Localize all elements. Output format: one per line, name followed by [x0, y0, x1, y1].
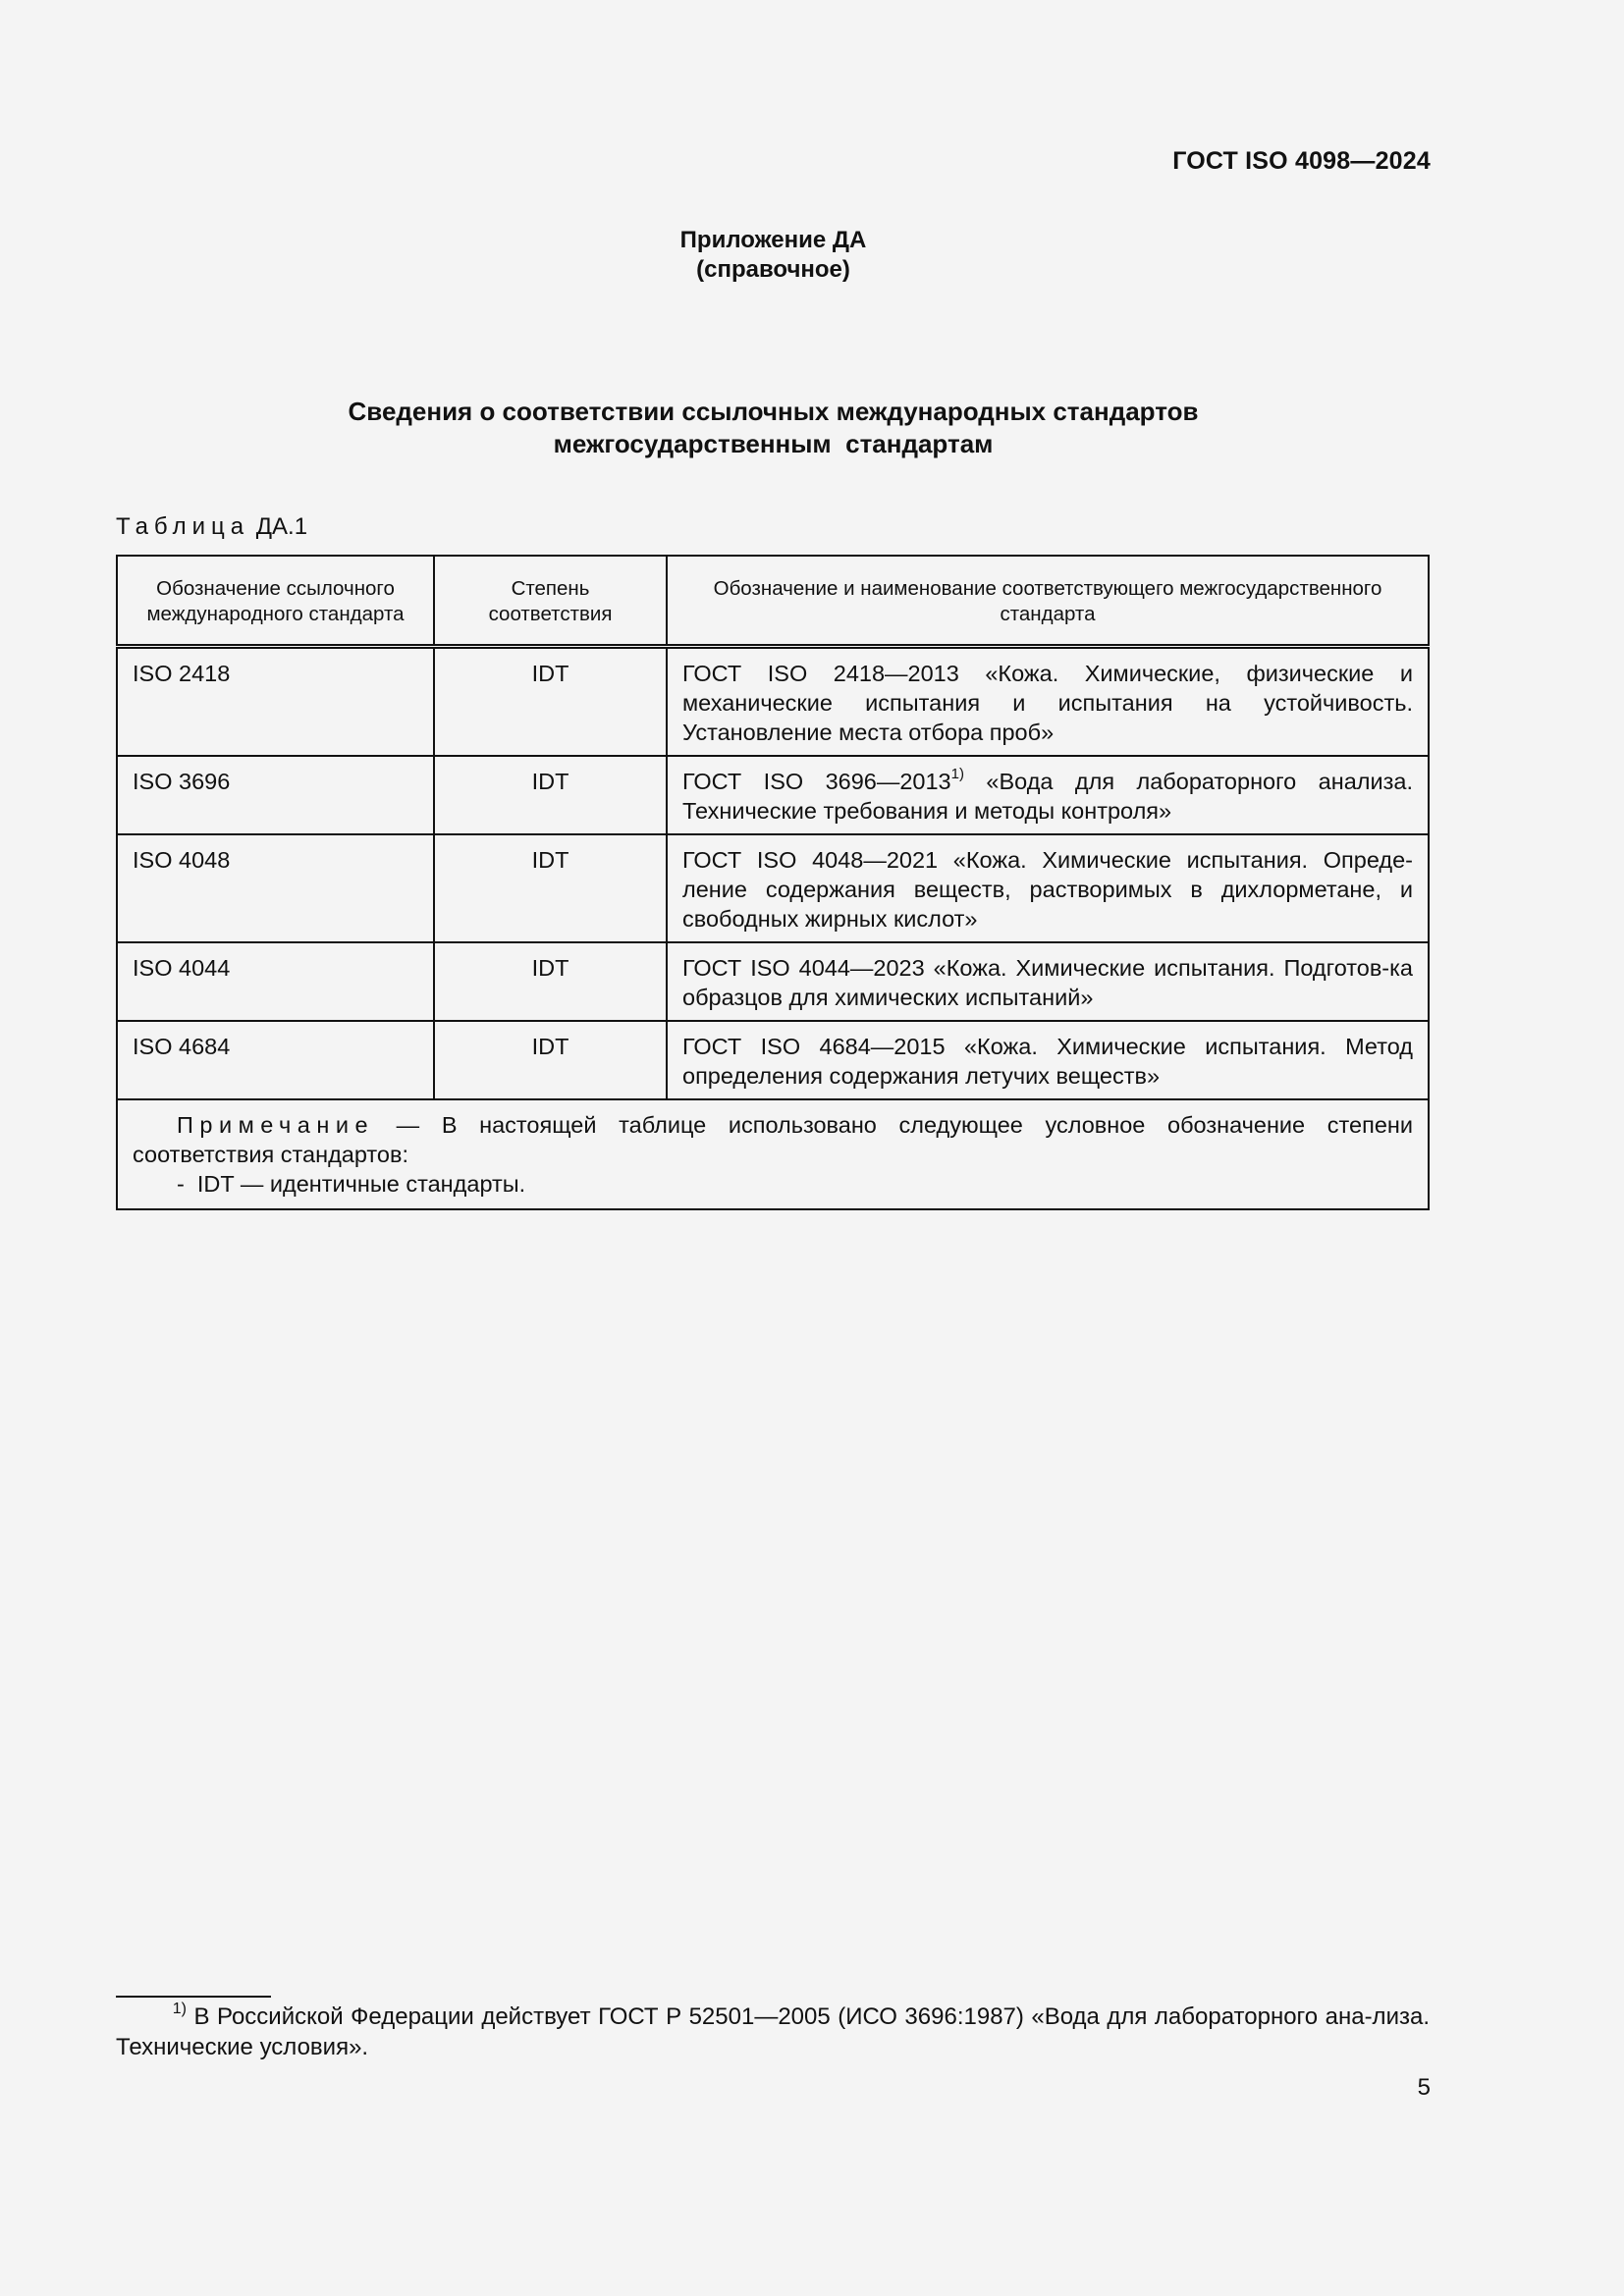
cell-ref: ISO 4048 — [117, 834, 434, 942]
cell-name: ГОСТ ISO 4044—2023 «Кожа. Химические испытания. Подготов-ка образцов для химических испытаний» — [667, 942, 1429, 1021]
section-heading — [0, 396, 1546, 460]
table-note — [117, 1099, 1429, 1209]
table-caption — [116, 513, 307, 541]
cell-name: ГОСТ ISO 4684—2015 «Кожа. Химические испытания. Метод определения содержания летучих веществ» — [667, 1021, 1429, 1099]
cell-degree: IDT — [434, 942, 667, 1021]
cell-name: ГОСТ ISO 4048—2021 «Кожа. Химические испытания. Опреде-ление содержания веществ, растворимых в дихлорметане, и свободных жирных кислот» — [667, 834, 1429, 942]
footnote-text: В Российской Федерации действует ГОСТ Р 52501—2005 (ИСО 3696:1987) «Вода для лабораторного ана-лиза. Технические условия». — [116, 2003, 1430, 2060]
table-row — [117, 942, 1429, 1021]
table-caption-word: Таблица — [116, 513, 250, 540]
table-header-row — [117, 556, 1429, 647]
table-note-row — [117, 1099, 1429, 1209]
cell-degree: IDT — [434, 756, 667, 834]
table-row — [117, 647, 1429, 757]
appendix-title: Приложение ДА — [679, 227, 867, 253]
note-item: - IDT — идентичные стандарты. — [177, 1171, 526, 1197]
cell-name-text: ГОСТ ISO 3696—2013 — [682, 769, 951, 794]
cell-name — [667, 756, 1429, 834]
cell-ref: ISO 2418 — [117, 647, 434, 757]
footnote-ref[interactable]: 1) — [950, 766, 964, 783]
standards-table — [116, 555, 1430, 1210]
table-row — [117, 834, 1429, 942]
document-code: ГОСТ ISO 4098—2024 — [1172, 147, 1431, 175]
cell-ref: ISO 4684 — [117, 1021, 434, 1099]
cell-degree: IDT — [434, 1021, 667, 1099]
footnote — [116, 2002, 1430, 2062]
page-number: 5 — [1417, 2074, 1431, 2101]
table-caption-id: ДА.1 — [255, 513, 308, 540]
table-row — [117, 1021, 1429, 1099]
cell-degree: IDT — [434, 647, 667, 757]
note-label: Примечание — [177, 1112, 375, 1138]
table-row — [117, 756, 1429, 834]
appendix-block — [0, 226, 1546, 285]
heading-line-1: Сведения о соответствии ссылочных международных стандартов — [348, 397, 1199, 426]
cell-ref: ISO 3696 — [117, 756, 434, 834]
cell-ref: ISO 4044 — [117, 942, 434, 1021]
appendix-subtitle: (справочное) — [696, 256, 850, 283]
cell-degree: IDT — [434, 834, 667, 942]
footnote-marker: 1) — [172, 2001, 187, 2017]
column-header-degree: Степень соответствия — [434, 556, 667, 647]
column-header-ref: Обозначение ссылочного международного стандарта — [117, 556, 434, 647]
note-text: — В настоящей таблице использовано следующее условное обозначение степени соответствия стандартов: — [133, 1112, 1413, 1167]
footnote-divider — [116, 1996, 271, 1998]
cell-name-rest: «Вода для лабораторного анализа. Технические требования и методы контроля» — [682, 769, 1414, 824]
column-header-name: Обозначение и наименование соответствующего межгосударственного стандарта — [667, 556, 1429, 647]
heading-line-2: межгосударственным стандартам — [553, 429, 994, 458]
cell-name: ГОСТ ISO 2418—2013 «Кожа. Химические, физические и механические испытания и испытания на устойчивость. Установление места отбора проб» — [667, 647, 1429, 757]
